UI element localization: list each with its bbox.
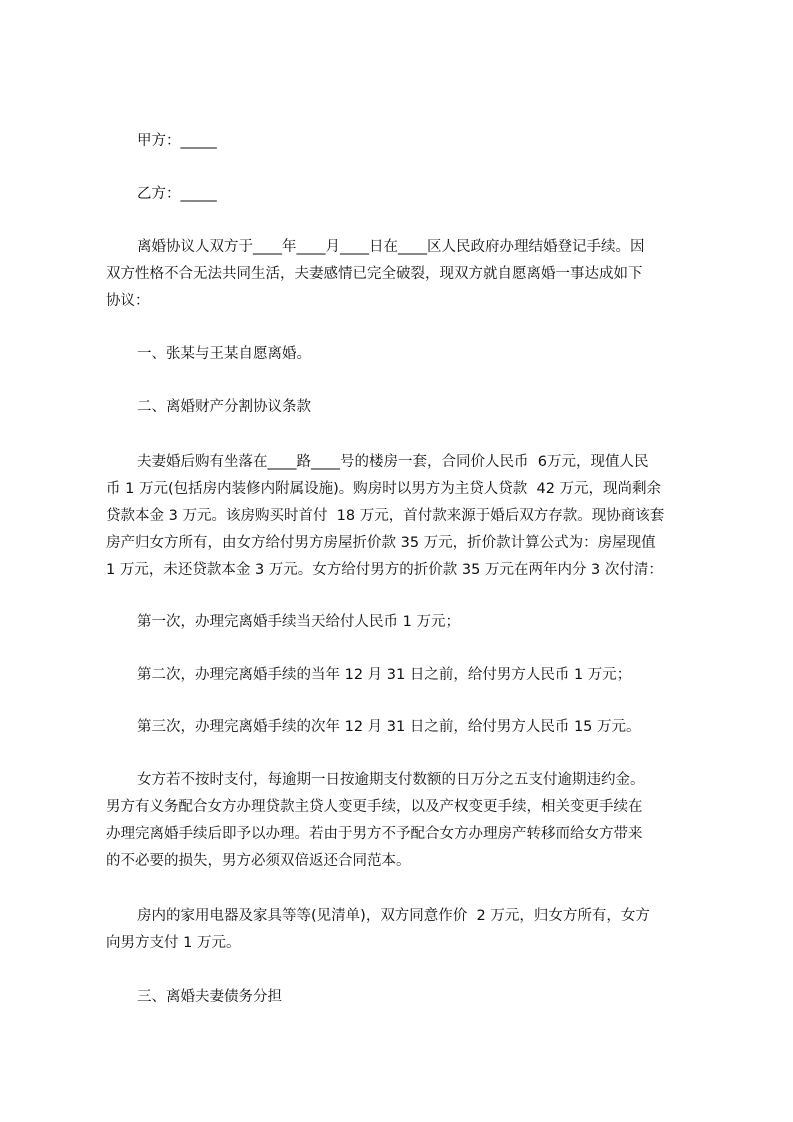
- intro-line: 双方性格不合无法共同生活，夫妻感情已完全破裂，现双方就自愿离婚一事达成如下: [106, 266, 643, 282]
- property-line: 贷款本金 3 万元。该房购买时首付 18 万元，首付款来源于婚后双方存款。现协商该套: [106, 508, 665, 524]
- property-line: 房产归女方所有，由女方给付男方房屋折价款 35 万元，折价款计算公式为：房屋现值: [106, 535, 656, 551]
- penalty-line: 女方若不按时支付，每逾期一日按逾期支付数额的日万分之五支付逾期违约金。: [137, 772, 645, 788]
- penalty-line: 办理完离婚手续后即予以办理。若由于男方不予配合女方办理房产转移而给女方带来: [106, 826, 643, 842]
- furniture-line: 向男方支付 1 万元。: [106, 935, 241, 951]
- clause-3-heading: 三、离婚夫妻债务分担: [137, 989, 282, 1005]
- clause-2-heading: 二、离婚财产分割协议条款: [137, 399, 311, 415]
- property-line: 1 万元，未还贷款本金 3 万元。女方给付男方的折价款 35 万元在两年内分 3 次付清：: [106, 562, 663, 578]
- intro-line: 协议：: [106, 293, 150, 309]
- payment-1: 第一次，办理完离婚手续当天给付人民币 1 万元；: [137, 614, 460, 630]
- clause-1: 一、张某与王某自愿离婚。: [137, 346, 311, 362]
- property-line: 夫妻婚后购有坐落在____路____号的楼房一套，合同价人民币 6万元，现值人民: [137, 454, 649, 470]
- furniture-line: 房内的家用电器及家具等等(见清单)，双方同意作价 2 万元，归女方所有，女方: [137, 908, 650, 924]
- intro-line: 离婚协议人双方于____年____月____日在____区人民政府办理结婚登记手续。因: [137, 239, 645, 255]
- payment-3: 第三次，办理完离婚手续的次年 12 月 31 日之前，给付男方人民币 15 万元。: [137, 719, 641, 735]
- party-b-line: 乙方：_____: [137, 186, 217, 202]
- penalty-line: 男方有义务配合女方办理贷款主贷人变更手续，以及产权变更手续，相关变更手续在: [106, 799, 643, 815]
- payment-2: 第二次，办理完离婚手续的当年 12 月 31 日之前，给付男方人民币 1 万元；: [137, 667, 632, 683]
- penalty-line: 的不必要的损失，男方必须双倍返还合同范本。: [106, 853, 411, 869]
- party-a-line: 甲方：_____: [137, 133, 217, 149]
- property-line: 币 1 万元(包括房内装修内附属设施)。购房时以男方为主贷人贷款 42 万元，现尚剩余: [106, 481, 662, 497]
